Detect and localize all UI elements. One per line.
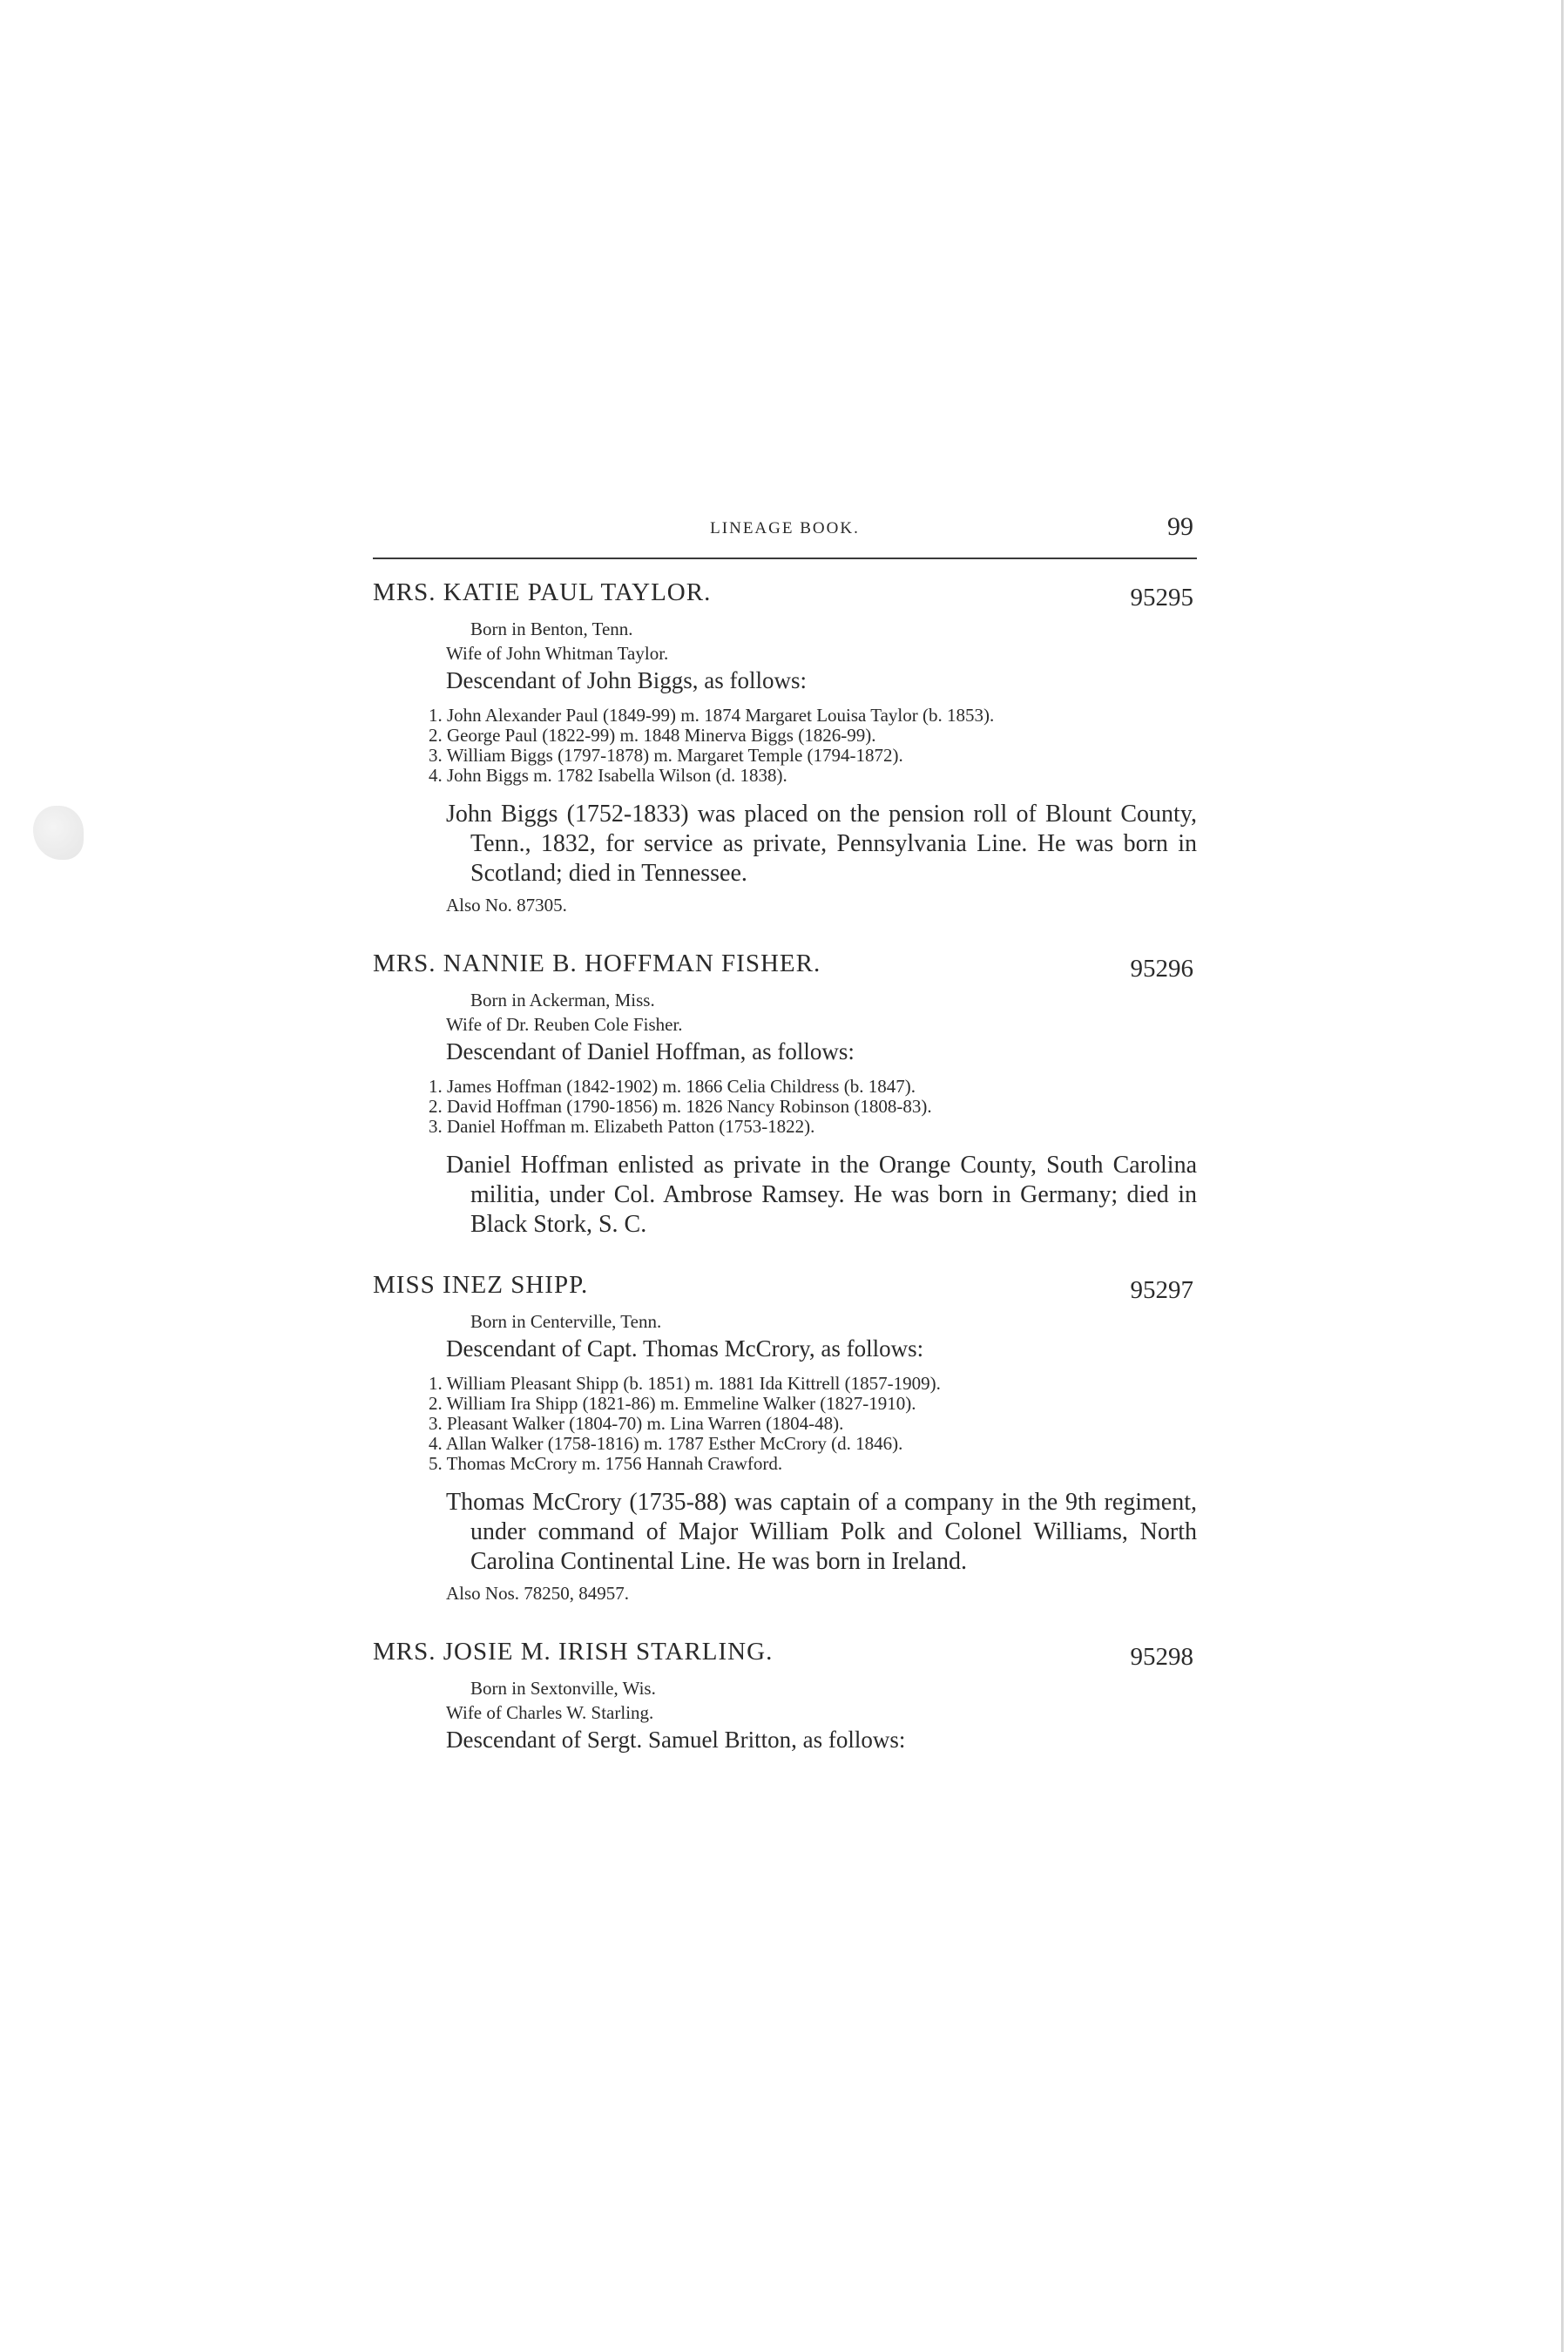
lineage-list bbox=[429, 1374, 1197, 1474]
birthplace: Born in Centerville, Tenn. bbox=[470, 1311, 662, 1332]
lineage-entry bbox=[373, 578, 1197, 918]
running-title: LINEAGE BOOK. bbox=[710, 519, 860, 537]
entry-heading bbox=[373, 1271, 1197, 1309]
page-number: 99 bbox=[1167, 512, 1193, 541]
descendant-line: Descendant of Sergt. Samuel Britton, as follows: bbox=[446, 1727, 906, 1753]
lineage-item: 2. George Paul (1822-99) m. 1848 Minerva Biggs (1826-99). bbox=[429, 725, 876, 746]
service-narrative: Daniel Hoffman enlisted as private in the Orange County, South Carolina militia, under Col. Ambrose Ramsey. He was born in Germany; died in Black Stork, S. C. bbox=[446, 1152, 1197, 1238]
lineage-entry bbox=[373, 1638, 1197, 1754]
member-name: MISS INEZ SHIPP. bbox=[373, 1271, 589, 1299]
lineage-item: 4. Allan Walker (1758-1816) m. 1787 Esther McCrory (d. 1846). bbox=[429, 1433, 903, 1454]
lineage-item: 4. John Biggs m. 1782 Isabella Wilson (d. 1838). bbox=[429, 765, 787, 786]
birthplace: Born in Sextonville, Wis. bbox=[470, 1678, 656, 1699]
leaf-watermark-icon bbox=[33, 806, 84, 860]
service-narrative: John Biggs (1752-1833) was placed on the pension roll of Blount County, Tenn., 1832, for service as private, Pennsylvania Line. He was born in Scotland; died in Tennessee. bbox=[446, 801, 1197, 887]
spouse: Wife of John Whitman Taylor. bbox=[446, 643, 669, 664]
spouse: Wife of Dr. Reuben Cole Fisher. bbox=[446, 1014, 683, 1035]
entry-heading bbox=[373, 950, 1197, 988]
page-content bbox=[373, 512, 1197, 1786]
lineage-item: 1. William Pleasant Shipp (b. 1851) m. 1881 Ida Kittrell (1857-1909). bbox=[429, 1373, 941, 1394]
lineage-entry bbox=[373, 1271, 1197, 1606]
member-name: MRS. NANNIE B. HOFFMAN FISHER. bbox=[373, 950, 821, 977]
member-number: 95296 bbox=[1130, 955, 1193, 983]
also-reference: Also Nos. 78250, 84957. bbox=[446, 1583, 630, 1604]
running-head bbox=[373, 512, 1197, 558]
lineage-entry bbox=[373, 950, 1197, 1240]
lineage-item: 1. John Alexander Paul (1849-99) m. 1874 Margaret Louisa Taylor (b. 1853). bbox=[429, 705, 995, 726]
lineage-item: 3. Pleasant Walker (1804-70) m. Lina Warren (1804-48). bbox=[429, 1413, 844, 1434]
lineage-item: 3. William Biggs (1797-1878) m. Margaret Temple (1794-1872). bbox=[429, 745, 903, 766]
service-narrative: Thomas McCrory (1735-88) was captain of a company in the 9th regiment, under command of Major William Polk and Colonel Williams, North Carolina Continental Line. He was born in Ireland. bbox=[446, 1489, 1197, 1575]
entry-heading bbox=[373, 1638, 1197, 1676]
header-rule bbox=[373, 558, 1197, 559]
lineage-list bbox=[429, 706, 1197, 786]
lineage-item: 2. William Ira Shipp (1821-86) m. Emmeline Walker (1827-1910). bbox=[429, 1393, 916, 1414]
member-name: MRS. JOSIE M. IRISH STARLING. bbox=[373, 1638, 774, 1666]
descendant-line: Descendant of John Biggs, as follows: bbox=[446, 667, 807, 693]
page-edge bbox=[1561, 0, 1564, 2352]
also-reference: Also No. 87305. bbox=[446, 895, 567, 916]
member-name: MRS. KATIE PAUL TAYLOR. bbox=[373, 578, 712, 606]
entry-heading bbox=[373, 578, 1197, 617]
member-number: 95298 bbox=[1130, 1643, 1193, 1671]
lineage-item: 3. Daniel Hoffman m. Elizabeth Patton (1753-1822). bbox=[429, 1116, 815, 1137]
lineage-list bbox=[429, 1077, 1197, 1137]
descendant-line: Descendant of Daniel Hoffman, as follows: bbox=[446, 1038, 855, 1064]
lineage-item: 2. David Hoffman (1790-1856) m. 1826 Nancy Robinson (1808-83). bbox=[429, 1096, 932, 1117]
descendant-line: Descendant of Capt. Thomas McCrory, as follows: bbox=[446, 1335, 924, 1362]
member-number: 95297 bbox=[1130, 1276, 1193, 1304]
birthplace: Born in Benton, Tenn. bbox=[470, 618, 633, 639]
lineage-item: 1. James Hoffman (1842-1902) m. 1866 Celia Childress (b. 1847). bbox=[429, 1076, 916, 1097]
lineage-item: 5. Thomas McCrory m. 1756 Hannah Crawford. bbox=[429, 1453, 783, 1474]
birthplace: Born in Ackerman, Miss. bbox=[470, 990, 655, 1010]
member-number: 95295 bbox=[1130, 584, 1193, 612]
spouse: Wife of Charles W. Starling. bbox=[446, 1702, 654, 1723]
